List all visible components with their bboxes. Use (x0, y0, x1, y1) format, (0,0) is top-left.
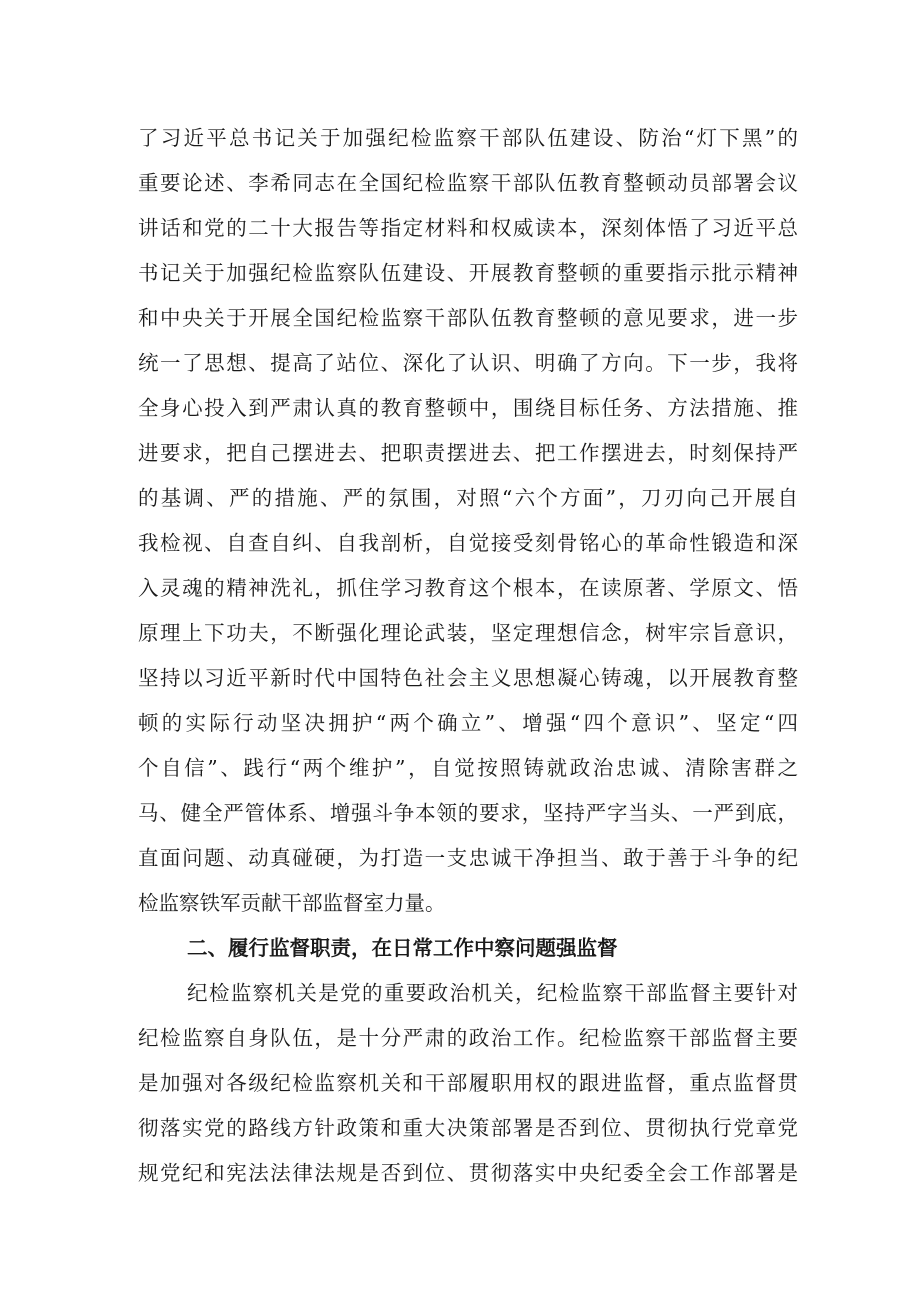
paragraph-line: 马、健全严管体系、增强斗争本领的要求，坚持严字当头、一严到底， (138, 801, 798, 825)
paragraph-line: 彻落实党的路线方针政策和重大决策部署是否到位、贯彻执行党章党 (138, 1116, 798, 1140)
paragraph-line: 了习近平总书记关于加强纪检监察干部队伍建设、防治“灯下黑”的 (138, 126, 798, 150)
paragraph-line: 纪检监察自身队伍，是十分严肃的政治工作。纪检监察干部监督主要 (138, 1026, 798, 1050)
paragraph-line: 我检视、自查自纠、自我剖析，自觉接受刻骨铭心的革命性锻造和深 (138, 531, 798, 555)
paragraph-line: 讲话和党的二十大报告等指定材料和权威读本，深刻体悟了习近平总 (138, 216, 798, 240)
paragraph-line: 的基调、严的措施、严的氛围，对照“六个方面”，刀刃向己开展自 (138, 486, 798, 510)
paragraph-line: 统一了思想、提高了站位、深化了认识、明确了方向。下一步，我将 (138, 351, 798, 375)
paragraph-line: 纪检监察机关是党的重要政治机关，纪检监察干部监督主要针对 (187, 981, 798, 1005)
paragraph-line: 是加强对各级纪检监察机关和干部履职用权的跟进监督，重点监督贯 (138, 1071, 798, 1095)
paragraph-line: 检监察铁军贡献干部监督室力量。 (138, 891, 446, 915)
paragraph-line: 书记关于加强纪检监察队伍建设、开展教育整顿的重要指示批示精神 (138, 261, 798, 285)
paragraph-line: 和中央关于开展全国纪检监察干部队伍教育整顿的意见要求，进一步 (138, 306, 798, 330)
paragraph-line: 直面问题、动真碰硬，为打造一支忠诚干净担当、敢于善于斗争的纪 (138, 846, 798, 870)
paragraph-line: 全身心投入到严肃认真的教育整顿中，围绕目标任务、方法措施、推 (138, 396, 798, 420)
paragraph-line: 进要求，把自己摆进去、把职责摆进去、把工作摆进去，时刻保持严 (138, 441, 798, 465)
paragraph-line: 重要论述、李希同志在全国纪检监察干部队伍教育整顿动员部署会议 (138, 171, 798, 195)
section-heading: 二、履行监督职责，在日常工作中察问题强监督 (187, 936, 618, 960)
paragraph-line: 规党纪和宪法法律法规是否到位、贯彻落实中央纪委全会工作部署是 (138, 1161, 798, 1185)
paragraph-line: 顿的实际行动坚决拥护“两个确立”、增强“四个意识”、坚定“四 (138, 711, 798, 735)
paragraph-line: 坚持以习近平新时代中国特色社会主义思想凝心铸魂，以开展教育整 (138, 666, 798, 690)
paragraph-line: 入灵魂的精神洗礼，抓住学习教育这个根本，在读原著、学原文、悟 (138, 576, 798, 600)
paragraph-line: 个自信”、践行“两个维护”，自觉按照铸就政治忠诚、清除害群之 (138, 756, 798, 780)
paragraph-line: 原理上下功夫，不断强化理论武装，坚定理想信念，树牢宗旨意识， (138, 621, 798, 645)
